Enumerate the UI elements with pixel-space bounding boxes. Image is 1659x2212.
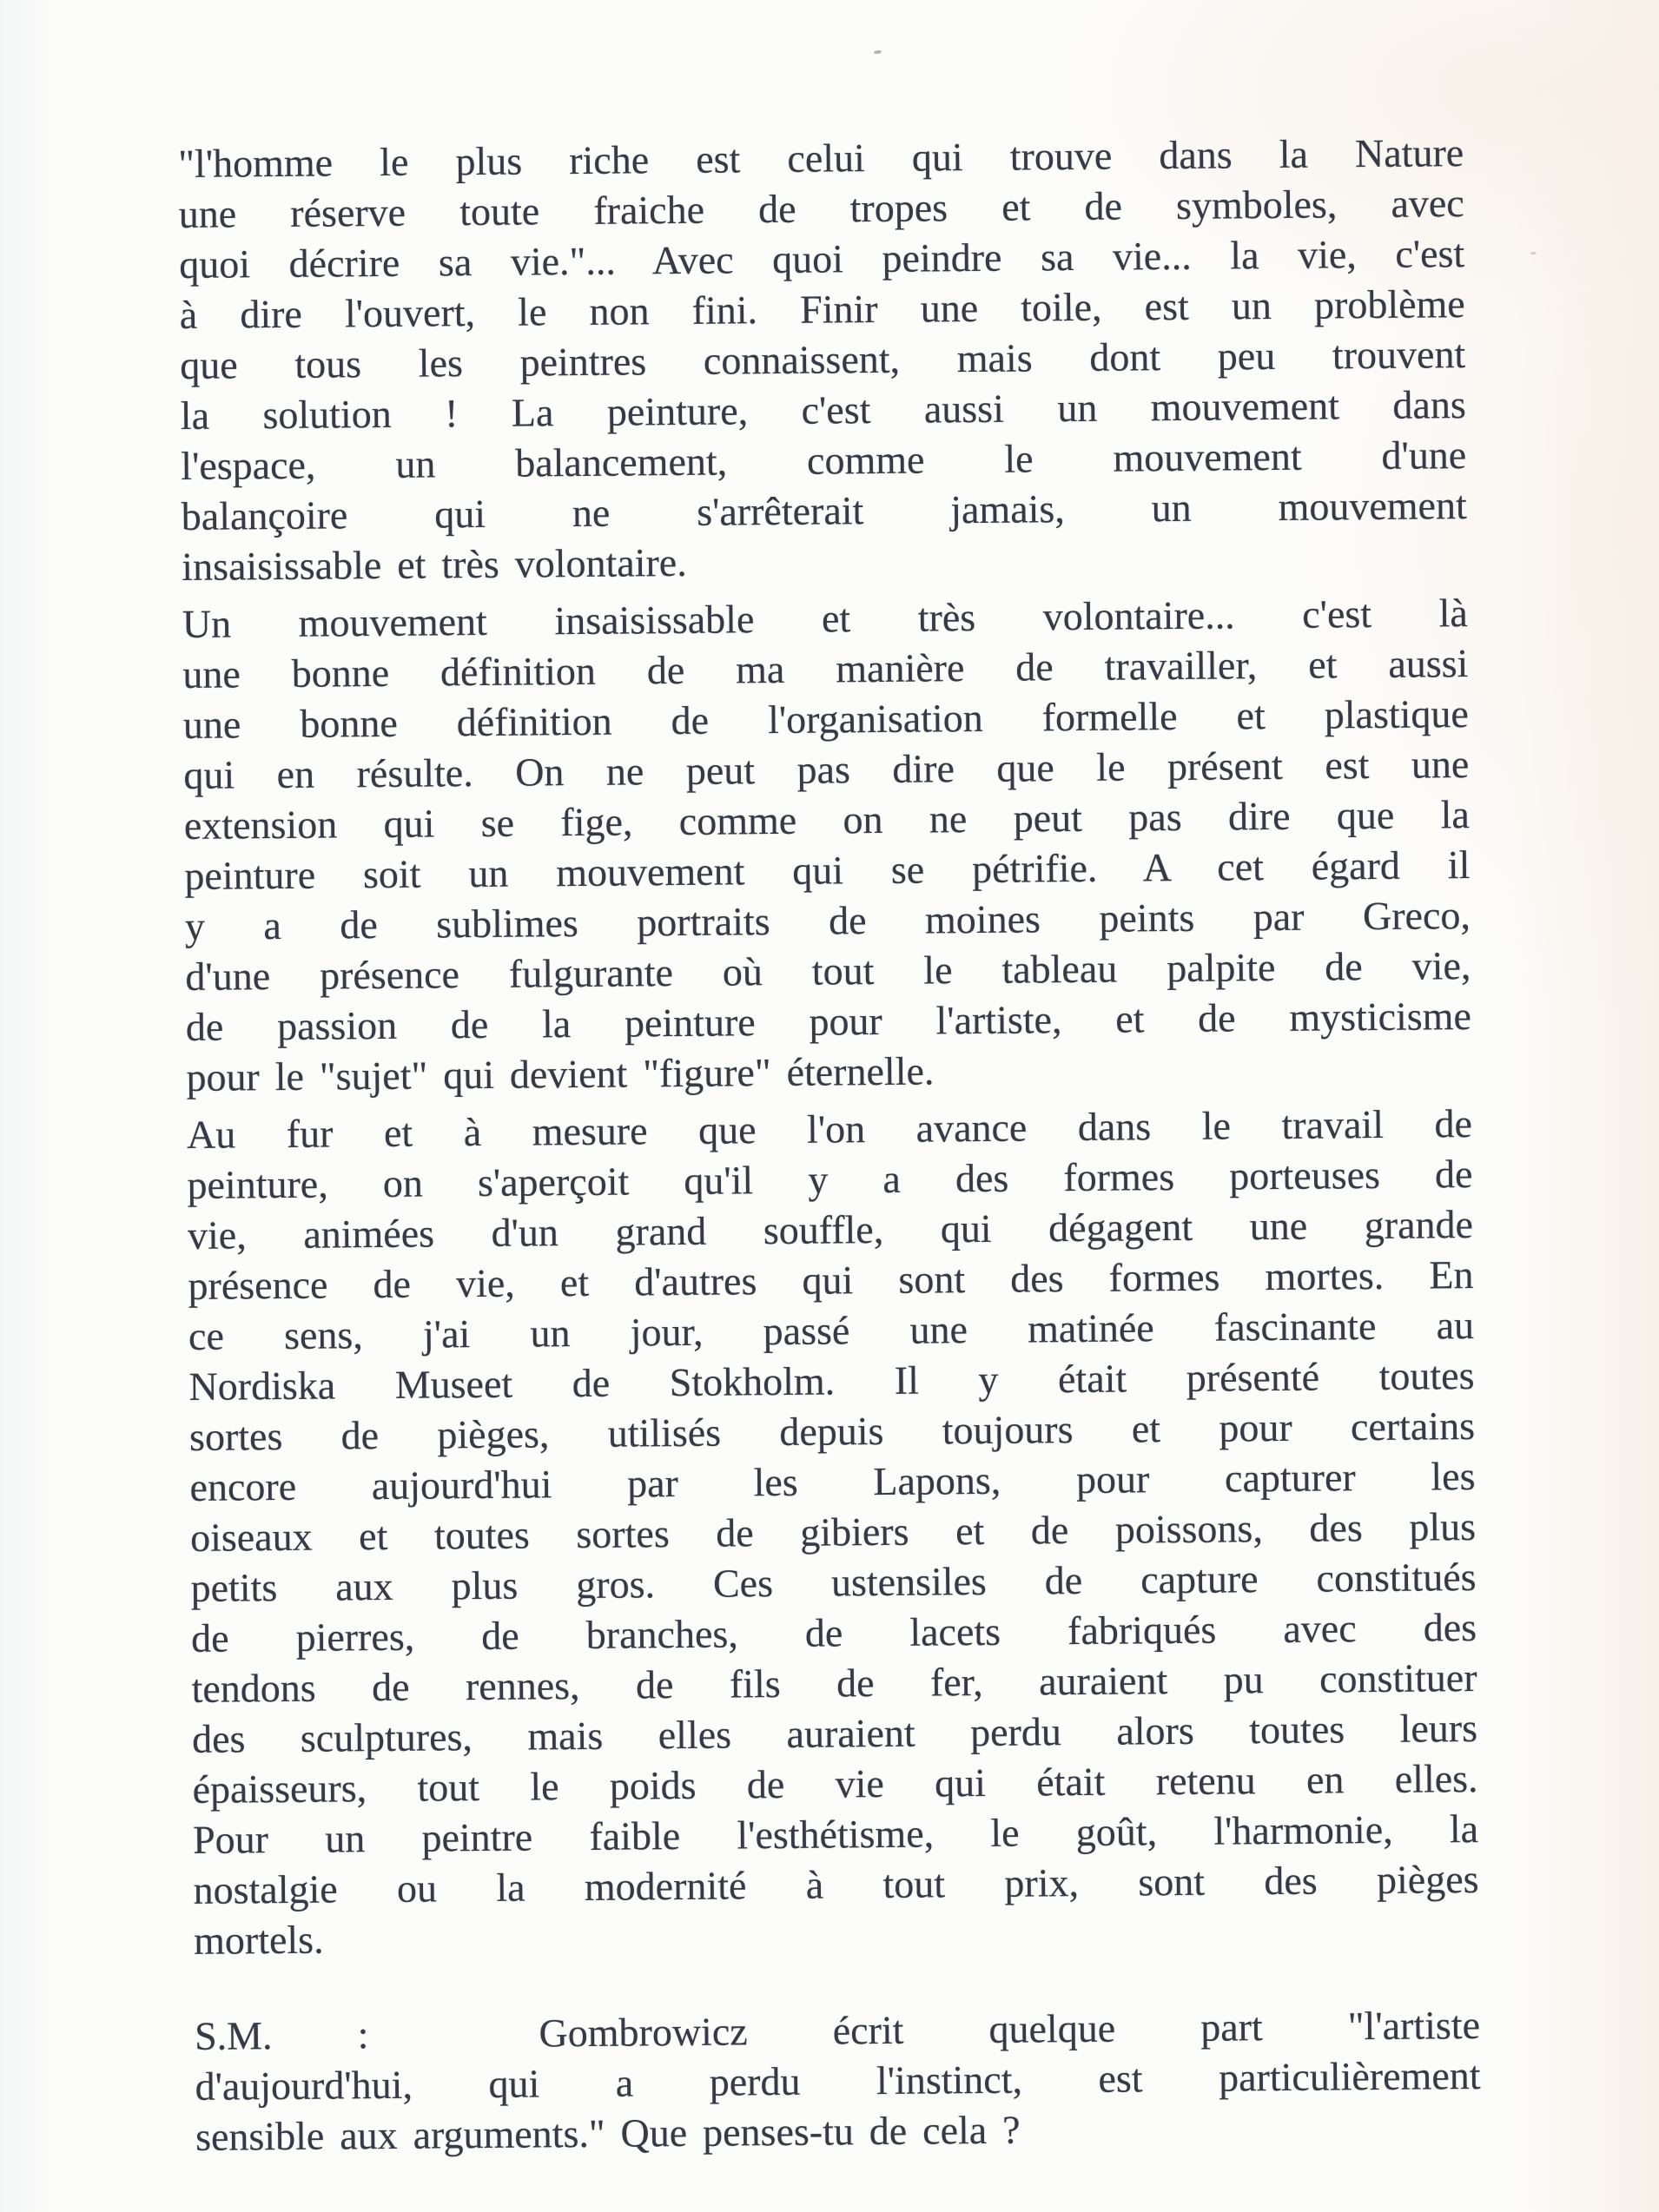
text-line: épaisseurs, tout le poids de vie qui était retenu en elles.	[192, 1756, 1478, 1812]
text-line: pour le "sujet" qui devient "figure" éternelle.	[186, 1048, 935, 1099]
text-line: l'espace, un balancement, comme le mouvement d'une	[181, 432, 1467, 488]
scan-speck	[874, 50, 882, 54]
text-line: une réserve toute fraiche de tropes et de symboles, avec	[178, 181, 1464, 236]
text-line: extension qui se fige, comme on ne peut pas dire que la	[183, 792, 1471, 848]
text-line: encore aujourd'hui par les Lapons, pour capturer les	[189, 1454, 1476, 1509]
text-line: peinture, on s'aperçoit qu'il y a des formes porteuses de	[187, 1152, 1473, 1207]
paragraph	[178, 128, 1467, 592]
text-line: qui en résulte. On ne peut pas dire que le présent est une	[183, 742, 1470, 797]
text-line: tendons de rennes, de fils de fer, auraient pu constituer	[191, 1655, 1477, 1711]
text-line: présence de vie, et d'autres qui sont des formes mortes. En	[188, 1252, 1474, 1308]
text-line: une bonne définition de ma manière de travailler, et aussi	[182, 641, 1469, 697]
text-line: mortels.	[193, 1917, 324, 1963]
text-line: insaisissable et très volontaire.	[182, 539, 687, 589]
text-line: oiseaux et toutes sortes de gibiers et de poissons, des plus	[189, 1504, 1477, 1560]
text-line: sortes de pièges, utilisés depuis toujours et pour certains	[188, 1403, 1476, 1459]
paragraph	[187, 1099, 1480, 1966]
text-line: balançoire qui ne s'arrêterait jamais, un mouvement	[181, 483, 1467, 538]
text-line: ce sens, j'ai un jour, passé une matinée fascinante au	[188, 1303, 1475, 1358]
text-line: nostalgie ou la modernité à tout prix, sont des pièges	[193, 1857, 1479, 1912]
text-line: de passion de la peinture pour l'artiste, et de mysticisme	[185, 994, 1472, 1049]
text-line: la solution ! La peinture, c'est aussi un mouvement dans	[180, 382, 1466, 438]
text-line: petits aux plus gros. Ces ustensiles de capture constitués	[190, 1555, 1477, 1610]
text-line: d'une présence fulgurante où tout le tableau palpite de vie,	[185, 943, 1471, 999]
text-line: d'aujourd'hui, qui a perdu l'instinct, est particulièrement	[195, 2053, 1481, 2109]
text-line: y a de sublimes portraits de moines peints par Greco,	[184, 893, 1471, 948]
text-line: S.M. : Gombrowicz écrit quelque part "l'artiste	[194, 2003, 1481, 2058]
text-line: quoi décrire sa vie."... Avec quoi peindre sa vie... la vie, c'est	[179, 231, 1465, 287]
text-line: Au fur et à mesure que l'on avance dans le travail de	[186, 1101, 1473, 1157]
scan-speck	[1530, 252, 1537, 254]
paragraph	[195, 2000, 1481, 2162]
text-line: peinture soit un mouvement qui se pétrifie. A cet égard il	[184, 842, 1471, 898]
text-line: Un mouvement insaisissable et très volontaire... c'est là	[182, 591, 1469, 646]
text-line: à dire l'ouvert, le non fini. Finir une toile, est un problème	[179, 281, 1465, 337]
page-text-block	[178, 128, 1481, 2162]
text-line: "l'homme le plus riche est celui qui trouve dans la Nature	[178, 130, 1464, 186]
text-line: sensible aux arguments." Que penses-tu de cela ?	[195, 2107, 1021, 2159]
text-line: Nordiska Museet de Stokholm. Il y était présenté toutes	[188, 1353, 1475, 1409]
text-line: vie, animées d'un grand souffle, qui dégagent une grande	[187, 1202, 1474, 1258]
text-line: Pour un peintre faible l'esthétisme, le goût, l'harmonie, la	[192, 1806, 1479, 1862]
text-line: que tous les peintres connaissent, mais dont peu trouvent	[180, 332, 1466, 387]
text-line: une bonne définition de l'organisation formelle et plastique	[182, 691, 1470, 747]
text-line: des sculptures, mais elles auraient perdu alors toutes leurs	[191, 1706, 1478, 1761]
text-line: de pierres, de branches, de lacets fabriqués avec des	[190, 1605, 1477, 1661]
paragraph	[182, 588, 1472, 1103]
